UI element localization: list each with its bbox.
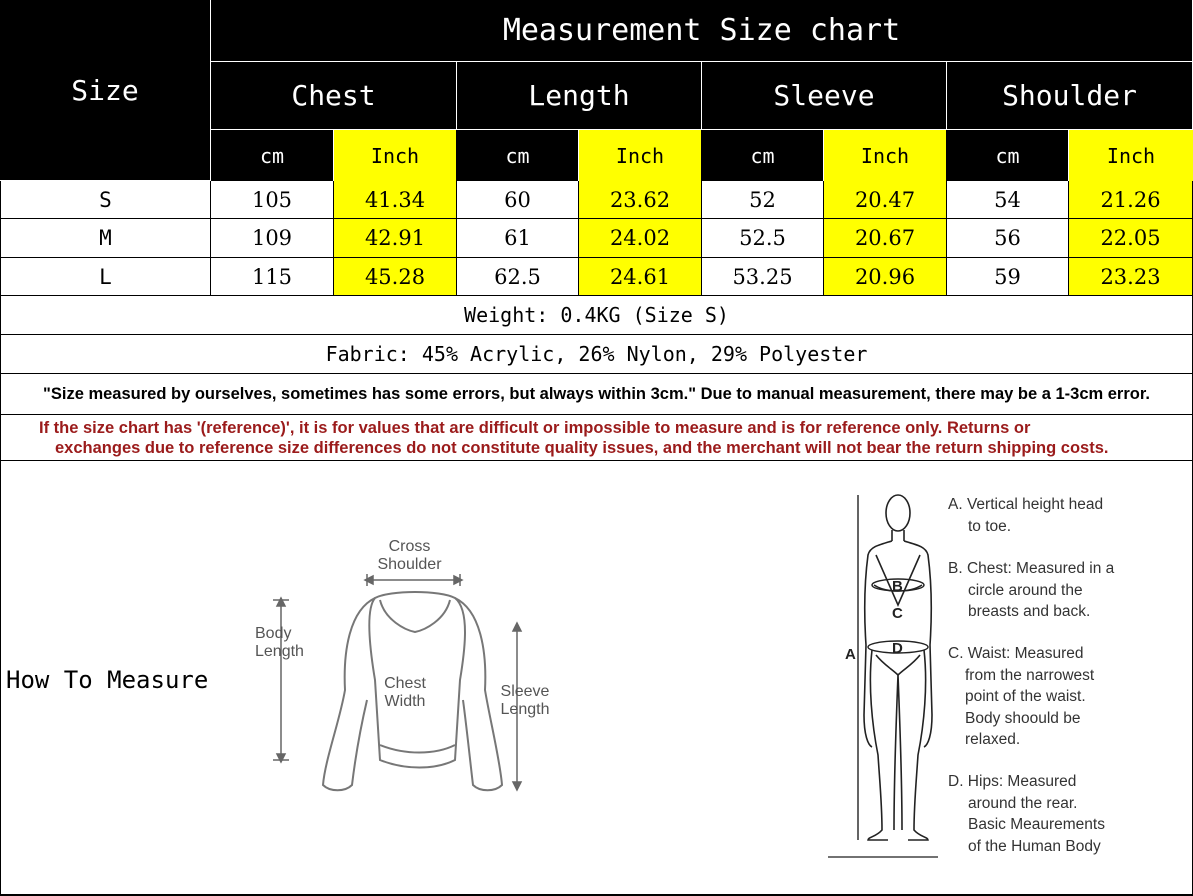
cross-shoulder-label: Cross Shoulder <box>377 538 442 573</box>
measurement-note: "Size measured by ourselves, sometimes has some errors, but always within 3cm." Due to manual measurement, there may be a 1-3cm error. <box>0 374 1193 415</box>
table-cell: 45.28 <box>334 258 457 296</box>
table-cell: 20.67 <box>824 219 947 258</box>
table-cell: 105 <box>211 181 334 219</box>
unit-length-cm: cm <box>457 130 579 181</box>
weight-row: Weight: 0.4KG (Size S) <box>0 296 1193 335</box>
table-cell: 54 <box>947 181 1069 219</box>
table-cell: 21.26 <box>1069 181 1193 219</box>
table-cell: 52.5 <box>702 219 824 258</box>
letter-d: D <box>892 640 903 657</box>
body-diagram <box>828 485 938 860</box>
table-cell: 59 <box>947 258 1069 296</box>
description-c: C. Waist: Measured from the narrowest point of the waist. Body shoould be relaxed. <box>948 645 1095 748</box>
description-a: A. Vertical height head to toe. <box>948 496 1104 535</box>
unit-sleeve-cm: cm <box>702 130 824 181</box>
reference-note-line1: If the size chart has '(reference)', it is for values that are difficult or impossible to measure and is for reference only. Returns or <box>39 418 1031 437</box>
table-cell: 52 <box>702 181 824 219</box>
table-cell: 22.05 <box>1069 219 1193 258</box>
table-cell: 24.61 <box>579 258 702 296</box>
table-cell: 56 <box>947 219 1069 258</box>
table-cell: 115 <box>211 258 334 296</box>
row-size-label: S <box>0 181 211 219</box>
description-d: D. Hips: Measured around the rear. Basic Meaurements of the Human Body <box>948 773 1105 855</box>
unit-chest-cm: cm <box>211 130 334 181</box>
unit-chest-inch: Inch <box>334 130 457 181</box>
row-size-label: L <box>0 258 211 296</box>
table-cell: 41.34 <box>334 181 457 219</box>
table-cell: 20.96 <box>824 258 947 296</box>
row-size-label: M <box>0 219 211 258</box>
group-sleeve: Sleeve <box>702 62 947 130</box>
table-cell: 23.23 <box>1069 258 1193 296</box>
unit-sleeve-inch: Inch <box>824 130 947 181</box>
group-length: Length <box>457 62 702 130</box>
table-cell: 23.62 <box>579 181 702 219</box>
table-cell: 42.91 <box>334 219 457 258</box>
table-cell: 53.25 <box>702 258 824 296</box>
table-cell: 20.47 <box>824 181 947 219</box>
fabric-row: Fabric: 45% Acrylic, 26% Nylon, 29% Polyester <box>0 335 1193 374</box>
unit-shoulder-inch: Inch <box>1069 130 1193 181</box>
body-length-label: Body Length <box>255 625 304 660</box>
chest-width-label: Chest Width <box>384 675 426 710</box>
letter-c: C <box>892 605 903 622</box>
unit-length-inch: Inch <box>579 130 702 181</box>
table-cell: 24.02 <box>579 219 702 258</box>
sleeve-length-label: Sleeve Length <box>500 683 550 718</box>
unit-shoulder-cm: cm <box>947 130 1069 181</box>
chart-title: Measurement Size chart <box>211 0 1193 62</box>
reference-note <box>0 415 1193 461</box>
table-cell: 61 <box>457 219 579 258</box>
group-chest: Chest <box>211 62 457 130</box>
description-b: B. Chest: Measured in a circle around the breasts and back. <box>948 560 1115 620</box>
letter-a: A <box>845 646 856 663</box>
table-cell: 109 <box>211 219 334 258</box>
letter-b: B <box>892 578 903 595</box>
table-cell: 60 <box>457 181 579 219</box>
how-to-measure-label: How To Measure <box>6 666 209 694</box>
reference-note-line2: exchanges due to reference size differences do not constitute quality issues, and the merchant will not bear the return shipping costs. <box>55 438 1109 457</box>
size-header: Size <box>0 0 211 181</box>
table-cell: 62.5 <box>457 258 579 296</box>
group-shoulder: Shoulder <box>947 62 1193 130</box>
